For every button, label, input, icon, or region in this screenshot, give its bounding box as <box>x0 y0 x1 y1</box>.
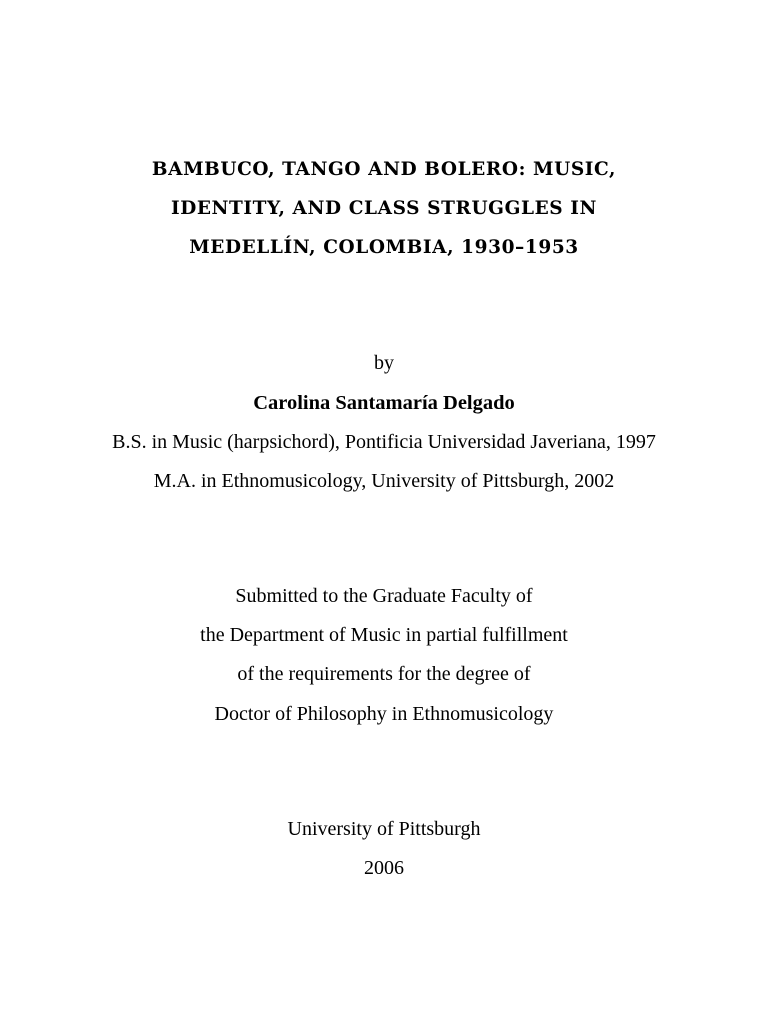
submission-line-2: the Department of Music in partial fulfillment <box>200 624 568 646</box>
author-name: Carolina Santamaría Delgado <box>253 392 515 414</box>
submission-year: 2006 <box>364 857 404 879</box>
degree-bs: B.S. in Music (harpsichord), Pontificia Universidad Javeriana, 1997 <box>112 431 656 453</box>
submission-line-4: Doctor of Philosophy in Ethnomusicology <box>214 703 554 725</box>
submission-line-3: of the requirements for the degree of <box>237 663 531 685</box>
degree-ma: M.A. in Ethnomusicology, University of Pittsburgh, 2002 <box>153 470 615 492</box>
thesis-title-line-1: BAMBUCO, TANGO AND BOLERO: MUSIC, <box>151 159 617 180</box>
institution-name: University of Pittsburgh <box>287 818 481 840</box>
submission-line-1: Submitted to the Graduate Faculty of <box>235 585 533 607</box>
thesis-title-line-3: MEDELLÍN, COLOMBIA, 1930–1953 <box>189 237 579 258</box>
thesis-title-line-2: IDENTITY, AND CLASS STRUGGLES IN <box>170 198 598 219</box>
byline: by <box>374 352 394 374</box>
